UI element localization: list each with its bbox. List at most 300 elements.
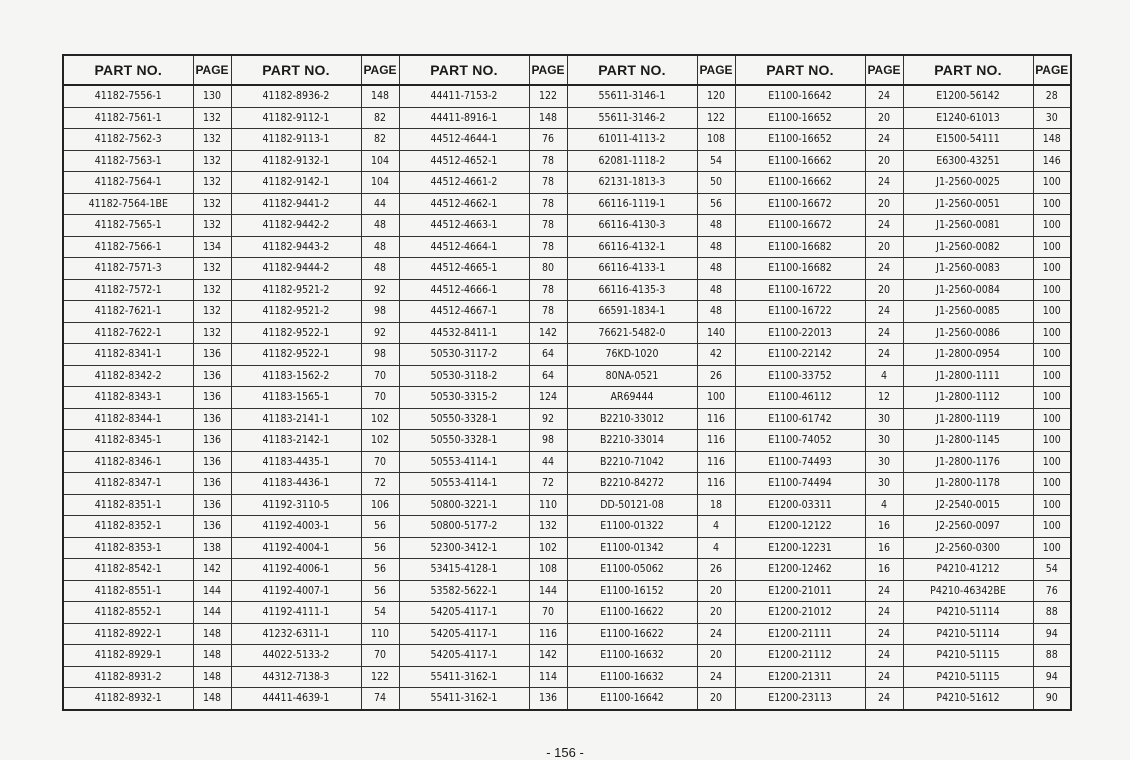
page-number-cell: 136 [193,344,231,366]
part-number-cell: 66116-4132-1 [567,236,697,258]
part-number-cell: 54205-4117-1 [399,645,529,667]
part-number-cell: 41182-9112-1 [231,107,361,129]
part-number-cell: E1500-54111 [903,129,1033,151]
part-number-cell: E1100-61742 [735,408,865,430]
page-number-cell: 28 [1033,85,1071,107]
page-number-cell: 16 [865,537,903,559]
part-number-cell: 44022-5133-2 [231,645,361,667]
part-no-header: PART NO. [735,55,865,85]
part-number-cell: E1200-21311 [735,666,865,688]
part-number-cell: E1100-16682 [735,236,865,258]
part-number-cell: J1-2560-0083 [903,258,1033,280]
part-number-cell: 41183-4436-1 [231,473,361,495]
page-number-cell: 136 [193,516,231,538]
part-number-cell: E6300-43251 [903,150,1033,172]
page-number-cell: 132 [193,193,231,215]
part-number-cell: E1200-12122 [735,516,865,538]
page-number-cell: 64 [529,365,567,387]
table-row [63,365,1071,387]
part-number-cell: E1100-05062 [567,559,697,581]
page-number-cell: 48 [697,279,735,301]
part-number-cell: J1-2560-0081 [903,215,1033,237]
part-no-header: PART NO. [903,55,1033,85]
page-number-cell: 24 [697,666,735,688]
part-number-cell: 41232-6311-1 [231,623,361,645]
page-number-cell: 132 [193,129,231,151]
part-number-cell: 41182-8551-1 [63,580,193,602]
page-number-cell: 24 [865,344,903,366]
part-number-cell: B2210-33014 [567,430,697,452]
page-number-cell: 20 [865,279,903,301]
part-number-cell: 44512-4666-1 [399,279,529,301]
page-number-cell: 48 [697,258,735,280]
page-number-cell: 30 [865,430,903,452]
table-row [63,215,1071,237]
page-number-cell: 108 [697,129,735,151]
page-number-cell: 100 [1033,193,1071,215]
part-number-cell: 53415-4128-1 [399,559,529,581]
part-number-cell: E1100-16662 [735,150,865,172]
page-number-cell: 70 [361,387,399,409]
table-header-row [63,55,1071,85]
page-number-cell: 20 [865,236,903,258]
part-number-cell: J1-2800-1112 [903,387,1033,409]
page-number-cell: 148 [193,688,231,710]
page-number-cell: 16 [865,559,903,581]
page-number-cell: 30 [865,473,903,495]
part-number-cell: 50800-5177-2 [399,516,529,538]
part-number-cell: E1100-01322 [567,516,697,538]
page-number-cell: 74 [361,688,399,710]
part-number-cell: 44411-4639-1 [231,688,361,710]
table-row [63,322,1071,344]
page-number-cell: 4 [865,494,903,516]
table-row [63,387,1071,409]
page-number-cell: 4 [697,537,735,559]
table-row [63,129,1071,151]
page-number-cell: 98 [361,344,399,366]
page-number-cell: 54 [697,150,735,172]
page-number-cell: 100 [1033,301,1071,323]
part-number-cell: E1200-12231 [735,537,865,559]
page-number-cell: 100 [1033,279,1071,301]
part-number-cell: 41182-9444-2 [231,258,361,280]
page-number-cell: 54 [361,602,399,624]
page-number-cell: 82 [361,129,399,151]
part-number-cell: 55611-3146-1 [567,85,697,107]
part-number-cell: 44512-4661-2 [399,172,529,194]
part-number-cell: 41183-2141-1 [231,408,361,430]
page-number-cell: 98 [361,301,399,323]
part-number-cell: 41183-4435-1 [231,451,361,473]
page-number-cell: 122 [529,85,567,107]
page-number-cell: 78 [529,150,567,172]
page-number-cell: 132 [193,322,231,344]
part-number-cell: 62131-1813-3 [567,172,697,194]
page-number-cell: 116 [697,451,735,473]
part-number-cell: E1200-21111 [735,623,865,645]
part-number-cell: 55611-3146-2 [567,107,697,129]
part-number-cell: 44512-4665-1 [399,258,529,280]
page-number-cell: 132 [193,258,231,280]
page-number-cell: 24 [865,322,903,344]
part-number-cell: 41182-8343-1 [63,387,193,409]
table-row [63,236,1071,258]
part-number-cell: E1100-16652 [735,107,865,129]
part-number-cell: 41182-8352-1 [63,516,193,538]
part-number-cell: 41182-9443-2 [231,236,361,258]
page-number-cell: 78 [529,279,567,301]
page-number-cell: 78 [529,172,567,194]
page-number-cell: 136 [193,365,231,387]
page-number-cell: 122 [361,666,399,688]
page-number-cell: 148 [1033,129,1071,151]
part-number-cell: 66116-1119-1 [567,193,697,215]
page-number-cell: 100 [1033,365,1071,387]
page-number-cell: 56 [361,516,399,538]
page-number-cell: 24 [865,688,903,710]
part-number-cell: 44512-4652-1 [399,150,529,172]
page-number-cell: 144 [193,602,231,624]
page-number-cell: 24 [697,623,735,645]
page-number-cell: 136 [193,387,231,409]
page-number-cell: 44 [361,193,399,215]
page-number-cell: 20 [865,193,903,215]
table-row [63,193,1071,215]
part-number-cell: 41182-7564-1BE [63,193,193,215]
page-number-cell: 100 [1033,215,1071,237]
page-number-cell: 20 [865,107,903,129]
part-number-cell: 41182-7622-1 [63,322,193,344]
page-number-cell: 64 [529,344,567,366]
part-number-cell: E1200-21112 [735,645,865,667]
part-number-cell: E1100-74052 [735,430,865,452]
page-number-cell: 100 [1033,408,1071,430]
page-number-cell: 136 [193,451,231,473]
table-row [63,344,1071,366]
page-number-cell: 42 [697,344,735,366]
page-number-cell: 146 [1033,150,1071,172]
page-number-cell: 48 [361,236,399,258]
page-number-cell: 80 [529,258,567,280]
page-number-cell: 26 [697,559,735,581]
page-number-cell: 108 [529,559,567,581]
part-number-cell: P4210-46342BE [903,580,1033,602]
part-number-cell: 41182-7621-1 [63,301,193,323]
page-number-cell: 110 [529,494,567,516]
part-number-cell: 44512-4667-1 [399,301,529,323]
page-number-cell: 50 [697,172,735,194]
part-number-cell: 50553-4114-1 [399,451,529,473]
page-number-cell: 70 [361,451,399,473]
part-number-cell: J1-2560-0085 [903,301,1033,323]
page-number-cell: 116 [697,408,735,430]
part-number-cell: P4210-51114 [903,602,1033,624]
page-number-cell: 102 [361,430,399,452]
part-number-cell: E1100-16662 [735,172,865,194]
part-number-cell: 41182-7566-1 [63,236,193,258]
page-number-cell: 48 [361,258,399,280]
page-header: PAGE [865,55,903,85]
part-number-cell: J1-2800-0954 [903,344,1033,366]
part-number-cell: 52300-3412-1 [399,537,529,559]
part-number-cell: E1200-03311 [735,494,865,516]
part-number-cell: 41182-7572-1 [63,279,193,301]
page-number-cell: 116 [697,473,735,495]
page-number-cell: 20 [697,602,735,624]
part-number-cell: E1240-61013 [903,107,1033,129]
page-number-cell: 56 [697,193,735,215]
table-row [63,150,1071,172]
part-number-cell: 41182-8342-2 [63,365,193,387]
page-number-cell: 114 [529,666,567,688]
part-number-cell: 41182-8347-1 [63,473,193,495]
part-number-cell: 41182-8932-1 [63,688,193,710]
part-number-cell: 54205-4117-1 [399,602,529,624]
page-number-cell: 132 [193,107,231,129]
page-number-cell: 102 [529,537,567,559]
page-number-cell: 70 [361,365,399,387]
part-number-cell: J2-2560-0097 [903,516,1033,538]
part-number-cell: 41182-7571-3 [63,258,193,280]
table-row [63,473,1071,495]
part-number-cell: 41192-4111-1 [231,602,361,624]
page-number-cell: 136 [193,430,231,452]
page-number-cell: 24 [865,623,903,645]
page-number-cell: 30 [865,408,903,430]
page-number-cell: 100 [1033,494,1071,516]
page-number-cell: 24 [865,645,903,667]
part-number-cell: 41183-1562-2 [231,365,361,387]
page-number-cell: 20 [697,580,735,602]
part-number-cell: E1100-16672 [735,193,865,215]
part-number-cell: 41182-7556-1 [63,85,193,107]
part-number-cell: 76621-5482-0 [567,322,697,344]
page-number-cell: 48 [697,301,735,323]
part-number-cell: 44411-7153-2 [399,85,529,107]
page-number-cell: 100 [1033,258,1071,280]
part-number-cell: 41192-4006-1 [231,559,361,581]
part-no-header: PART NO. [63,55,193,85]
part-number-cell: E1100-74494 [735,473,865,495]
part-number-cell: 50553-4114-1 [399,473,529,495]
table-row [63,688,1071,710]
page-number-cell: 44 [529,451,567,473]
part-number-cell: E1200-21011 [735,580,865,602]
page-number-cell: 148 [361,85,399,107]
page-number-cell: 100 [1033,430,1071,452]
page-number-cell: 78 [529,215,567,237]
part-number-cell: 41182-9132-1 [231,150,361,172]
part-number-cell: 41182-9522-1 [231,344,361,366]
part-number-cell: E1100-16682 [735,258,865,280]
table-row [63,451,1071,473]
part-number-cell: 41182-9521-2 [231,301,361,323]
table-row [63,107,1071,129]
part-number-cell: E1100-16642 [567,688,697,710]
part-number-cell: J1-2800-1178 [903,473,1033,495]
page-number-cell: 110 [361,623,399,645]
page-number-cell: 70 [529,602,567,624]
part-number-cell: E1100-16622 [567,602,697,624]
part-number-cell: 50800-3221-1 [399,494,529,516]
page-header: PAGE [193,55,231,85]
page-number-cell: 48 [697,215,735,237]
page-number-cell: 132 [193,150,231,172]
part-number-cell: 41182-9522-1 [231,322,361,344]
page-number-cell: 136 [193,473,231,495]
table-row [63,430,1071,452]
parts-index-table [62,54,1072,711]
part-number-cell: 44512-4644-1 [399,129,529,151]
page-number-cell: 4 [865,365,903,387]
page-number-cell: 20 [865,150,903,172]
part-number-cell: E1100-01342 [567,537,697,559]
page-number-cell: 100 [1033,387,1071,409]
part-number-cell: 41182-7564-1 [63,172,193,194]
page-number-cell: 136 [193,408,231,430]
part-number-cell: 53582-5622-1 [399,580,529,602]
page-number-cell: 102 [361,408,399,430]
page-number-cell: 92 [529,408,567,430]
part-number-cell: J1-2800-1176 [903,451,1033,473]
part-number-cell: E1100-46112 [735,387,865,409]
part-number-cell: 41182-7562-3 [63,129,193,151]
part-number-cell: 44512-4662-1 [399,193,529,215]
page-number-cell: 92 [361,279,399,301]
page-number-cell: 16 [865,516,903,538]
page-number-cell: 104 [361,172,399,194]
page-number-cell: 12 [865,387,903,409]
part-number-cell: 80NA-0521 [567,365,697,387]
page-number-cell: 48 [697,236,735,258]
page-number-cell: 122 [697,107,735,129]
page-number-cell: 100 [1033,451,1071,473]
page-number-cell: 100 [697,387,735,409]
page-number-cell: 4 [697,516,735,538]
part-number-cell: 41182-8351-1 [63,494,193,516]
part-number-cell: E1100-16722 [735,301,865,323]
part-number-cell: P4210-51114 [903,623,1033,645]
part-number-cell: 41192-3110-5 [231,494,361,516]
part-number-cell: 41183-2142-1 [231,430,361,452]
part-number-cell: 66116-4130-3 [567,215,697,237]
part-number-cell: B2210-71042 [567,451,697,473]
table-row [63,301,1071,323]
page-number-cell: 148 [193,645,231,667]
page-number-cell: 144 [193,580,231,602]
part-number-cell: 41192-4003-1 [231,516,361,538]
part-number-cell: E1200-56142 [903,85,1033,107]
page-number-cell: 106 [361,494,399,516]
part-number-cell: B2210-33012 [567,408,697,430]
part-number-cell: 50550-3328-1 [399,408,529,430]
table-row [63,494,1071,516]
part-number-cell: 44512-4663-1 [399,215,529,237]
part-number-cell: E1100-22013 [735,322,865,344]
part-number-cell: J1-2800-1111 [903,365,1033,387]
page-number-cell: 100 [1033,172,1071,194]
part-number-cell: 44312-7138-3 [231,666,361,688]
page-number-cell: 20 [697,688,735,710]
part-number-cell: P4210-51115 [903,645,1033,667]
page-number-cell: 132 [529,516,567,538]
part-number-cell: J1-2560-0025 [903,172,1033,194]
page-number-cell: 132 [193,279,231,301]
page-number-cell: 24 [865,301,903,323]
part-number-cell: 41182-8353-1 [63,537,193,559]
part-number-cell: 41182-9441-2 [231,193,361,215]
page-number-cell: 78 [529,236,567,258]
part-number-cell: 66591-1834-1 [567,301,697,323]
part-number-cell: J1-2800-1119 [903,408,1033,430]
part-number-cell: E1100-74493 [735,451,865,473]
page-number-cell: 56 [361,559,399,581]
page-number-cell: 124 [529,387,567,409]
page-number-cell: 140 [697,322,735,344]
part-number-cell: 44532-8411-1 [399,322,529,344]
page-number-cell: 100 [1033,473,1071,495]
part-number-cell: 76KD-1020 [567,344,697,366]
table-row [63,580,1071,602]
page-number-cell: 98 [529,430,567,452]
page-number-cell: 132 [193,215,231,237]
part-number-cell: 55411-3162-1 [399,688,529,710]
part-number-cell: 54205-4117-1 [399,623,529,645]
page-number-cell: 136 [193,494,231,516]
page-number-cell: 148 [193,623,231,645]
part-number-cell: E1100-22142 [735,344,865,366]
part-number-cell: 41182-7563-1 [63,150,193,172]
page-number-cell: 30 [865,451,903,473]
page-header: PAGE [1033,55,1071,85]
part-number-cell: 41182-8552-1 [63,602,193,624]
part-number-cell: E1200-12462 [735,559,865,581]
part-number-cell: DD-50121-08 [567,494,697,516]
page-number-cell: 148 [529,107,567,129]
part-number-cell: E1100-16632 [567,645,697,667]
page-header: PAGE [529,55,567,85]
page-number-cell: 72 [529,473,567,495]
page-number-cell: 94 [1033,623,1071,645]
part-number-cell: 41182-8344-1 [63,408,193,430]
part-number-cell: 41182-9142-1 [231,172,361,194]
part-number-cell: B2210-84272 [567,473,697,495]
part-number-cell: E1100-16652 [735,129,865,151]
page-number-cell: 18 [697,494,735,516]
page-number-cell: 56 [361,537,399,559]
part-number-cell: 55411-3162-1 [399,666,529,688]
part-number-cell: 41182-9521-2 [231,279,361,301]
part-number-cell: E1100-16632 [567,666,697,688]
page-number-cell: 104 [361,150,399,172]
page-number-cell: 54 [1033,559,1071,581]
page-number-cell: 78 [529,193,567,215]
table-row [63,623,1071,645]
page-number-cell: 26 [697,365,735,387]
part-number-cell: J2-2540-0015 [903,494,1033,516]
part-number-cell: J1-2560-0086 [903,322,1033,344]
part-number-cell: E1100-16642 [735,85,865,107]
table-row [63,516,1071,538]
page-number-cell: 136 [529,688,567,710]
page-number-cell: 24 [865,85,903,107]
table-row [63,172,1071,194]
part-number-cell: 62081-1118-2 [567,150,697,172]
part-number-cell: AR69444 [567,387,697,409]
page-number-cell: 24 [865,580,903,602]
part-number-cell: 50550-3328-1 [399,430,529,452]
